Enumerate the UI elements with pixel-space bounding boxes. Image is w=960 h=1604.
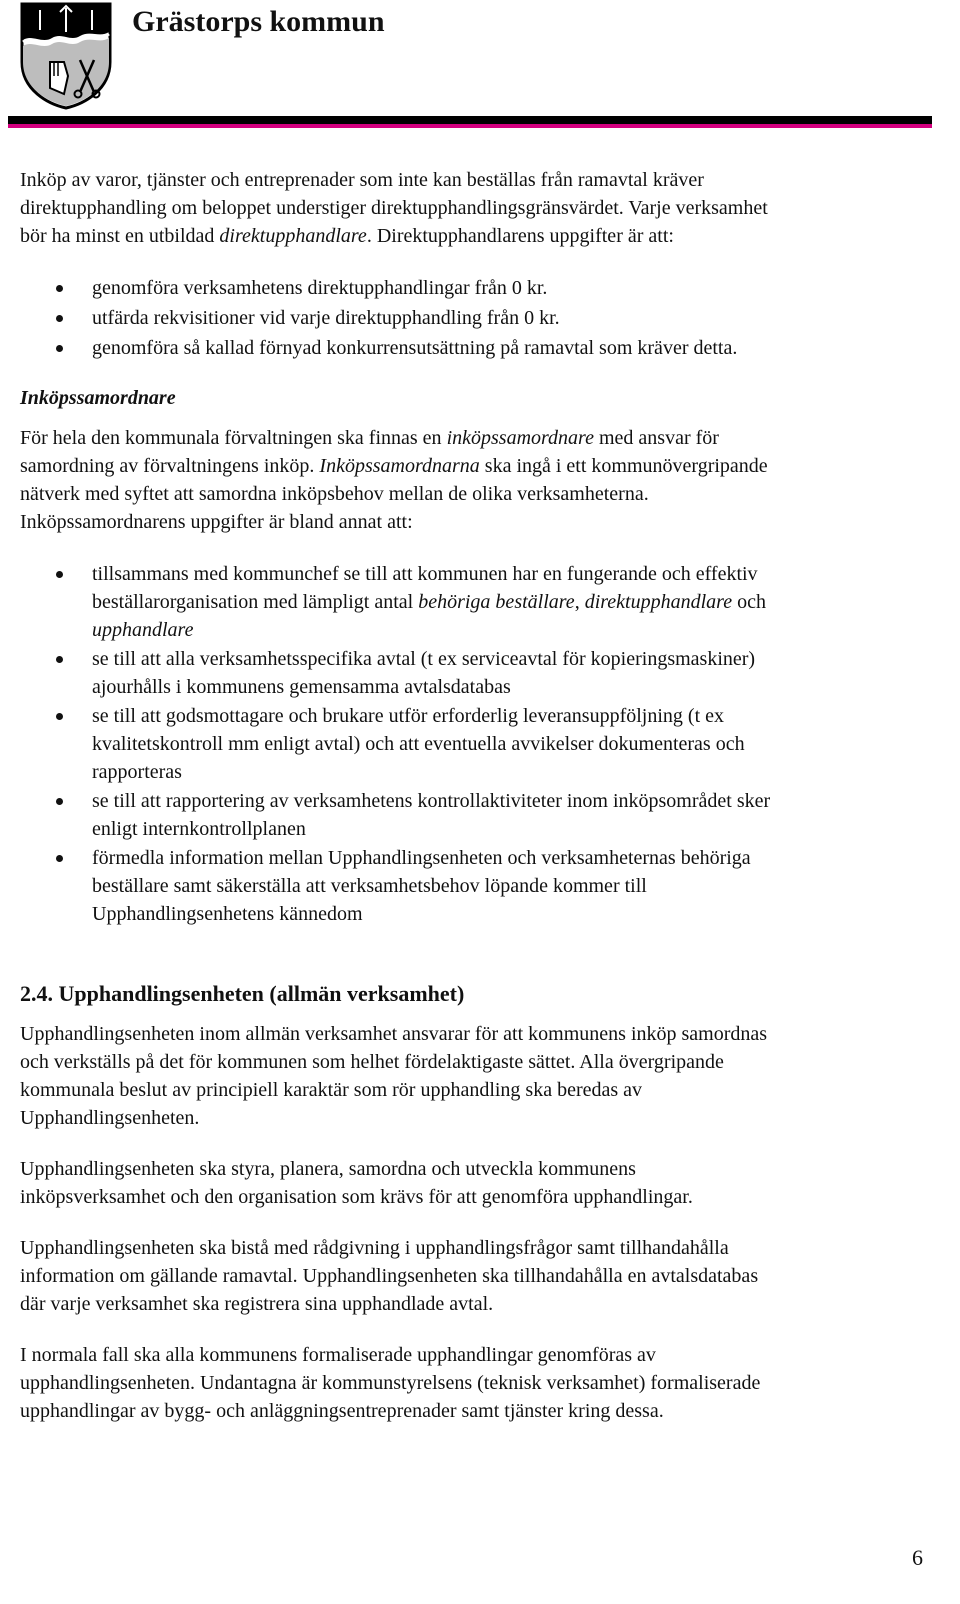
municipality-name: Grästorps kommun xyxy=(132,5,385,38)
list-item-line: beställarorganisation med lämpligt antal behöriga beställare, direktupphandlare och xyxy=(92,591,766,613)
paragraph-line: Upphandlingsenheten ska styra, planera, samordna och utveckla kommunens xyxy=(20,1158,636,1180)
paragraph-line: Inköpssamordnarens uppgifter är bland annat att: xyxy=(20,511,413,533)
paragraph-line: där varje verksamhet ska registrera sina upphandlade avtal. xyxy=(20,1293,494,1315)
list-item-line: förmedla information mellan Upphandlingsenheten och verksamheternas behöriga xyxy=(92,847,751,869)
list-item-line: enligt internkontrollplanen xyxy=(92,818,306,840)
list-item-line: beställare samt säkerställa att verksamhetsbehov löpande kommer till xyxy=(92,875,647,897)
list-item-line: upphandlare xyxy=(92,619,194,641)
intro-line-3: bör ha minst en utbildad direktupphandlare. Direktupphandlarens uppgifter är att: xyxy=(20,225,674,247)
paragraph-line: Upphandlingsenheten ska bistå med rådgivning i upphandlingsfrågor samt tillhandahålla xyxy=(20,1237,729,1259)
list-item-line: Upphandlingsenhetens kännedom xyxy=(92,903,363,925)
header-divider-accent xyxy=(8,124,932,128)
list-item-line: se till att rapportering av verksamhetens kontrollaktiviteter inom inköpsområdet sker xyxy=(92,790,771,812)
bullet-icon xyxy=(56,571,63,578)
list-item: utfärda rekvisitioner vid varje direktupphandling från 0 kr. xyxy=(92,307,560,329)
page-number: 6 xyxy=(912,1545,923,1570)
list-item: genomföra verksamhetens direktupphandlingar från 0 kr. xyxy=(92,277,548,299)
paragraph-line: kommunala beslut av principiell karaktär som rör upphandling ska beredas av xyxy=(20,1079,643,1101)
list-item-line: rapporteras xyxy=(92,761,182,783)
list-item: genomföra så kallad förnyad konkurrensutsättning på ramavtal som kräver detta. xyxy=(92,337,738,359)
intro-line-2: direktupphandling om beloppet understiger direktupphandlingsgränsvärdet. Varje verksamhet xyxy=(20,197,768,219)
section-heading-inkopssamordnare: Inköpssamordnare xyxy=(20,387,176,409)
paragraph-line: Upphandlingsenheten inom allmän verksamhet ansvarar för att kommunens inköp samordnas xyxy=(20,1023,768,1045)
intro-line-1: Inköp av varor, tjänster och entreprenader som inte kan beställas från ramavtal kräver xyxy=(20,169,704,191)
paragraph-line: information om gällande ramavtal. Upphandlingsenheten ska tillhandahålla en avtalsdatabas xyxy=(20,1265,759,1287)
section-heading-upphandlingsenheten: 2.4. Upphandlingsenheten (allmän verksamhet) xyxy=(20,981,465,1006)
bullet-icon xyxy=(56,713,63,720)
bullet-icon xyxy=(56,285,63,292)
list-item-line: kvalitetskontroll mm enligt avtal) och att eventuella avvikelser dokumenteras och xyxy=(92,733,745,755)
paragraph-line: nätverk med syftet att samordna inköpsbehov mellan de olika verksamheterna. xyxy=(20,483,649,505)
list-item-line: tillsammans med kommunchef se till att kommunen har en fungerande och effektiv xyxy=(92,563,758,585)
bullet-icon xyxy=(56,315,63,322)
paragraph-line: samordning av förvaltningens inköp. Inköpssamordnarna ska ingå i ett kommunövergripande xyxy=(20,455,768,477)
bullet-icon xyxy=(56,345,63,352)
paragraph-line: upphandlingar av bygg- och anläggningsentreprenader samt tjänster kring dessa. xyxy=(20,1400,664,1422)
paragraph-line: inköpsverksamhet och den organisation som krävs för att genomföra upphandlingar. xyxy=(20,1186,693,1208)
header-divider xyxy=(8,116,932,124)
paragraph-line: upphandlingsenheten. Undantagna är kommunstyrelsens (teknisk verksamhet) formaliserade xyxy=(20,1372,761,1394)
paragraph-line: I normala fall ska alla kommunens formaliserade upphandlingar genomföras av xyxy=(20,1344,656,1366)
paragraph-line: För hela den kommunala förvaltningen ska finnas en inköpssamordnare med ansvar för xyxy=(20,427,719,449)
list-item-line: se till att godsmottagare och brukare utför erforderlig leveransuppföljning (t ex xyxy=(92,705,725,727)
bullet-icon xyxy=(56,798,63,805)
list-item-line: se till att alla verksamhetsspecifika avtal (t ex serviceavtal för kopieringsmaskiner) xyxy=(92,648,756,670)
bullet-icon xyxy=(56,656,63,663)
paragraph-line: Upphandlingsenheten. xyxy=(20,1107,200,1129)
bullet-icon xyxy=(56,855,63,862)
list-item-line: ajourhålls i kommunens gemensamma avtalsdatabas xyxy=(92,676,511,698)
municipal-coat-of-arms-icon xyxy=(20,2,112,110)
paragraph-line: och verkställs på det för kommunen som helhet fördelaktigaste sättet. Alla övergripande xyxy=(20,1051,724,1073)
